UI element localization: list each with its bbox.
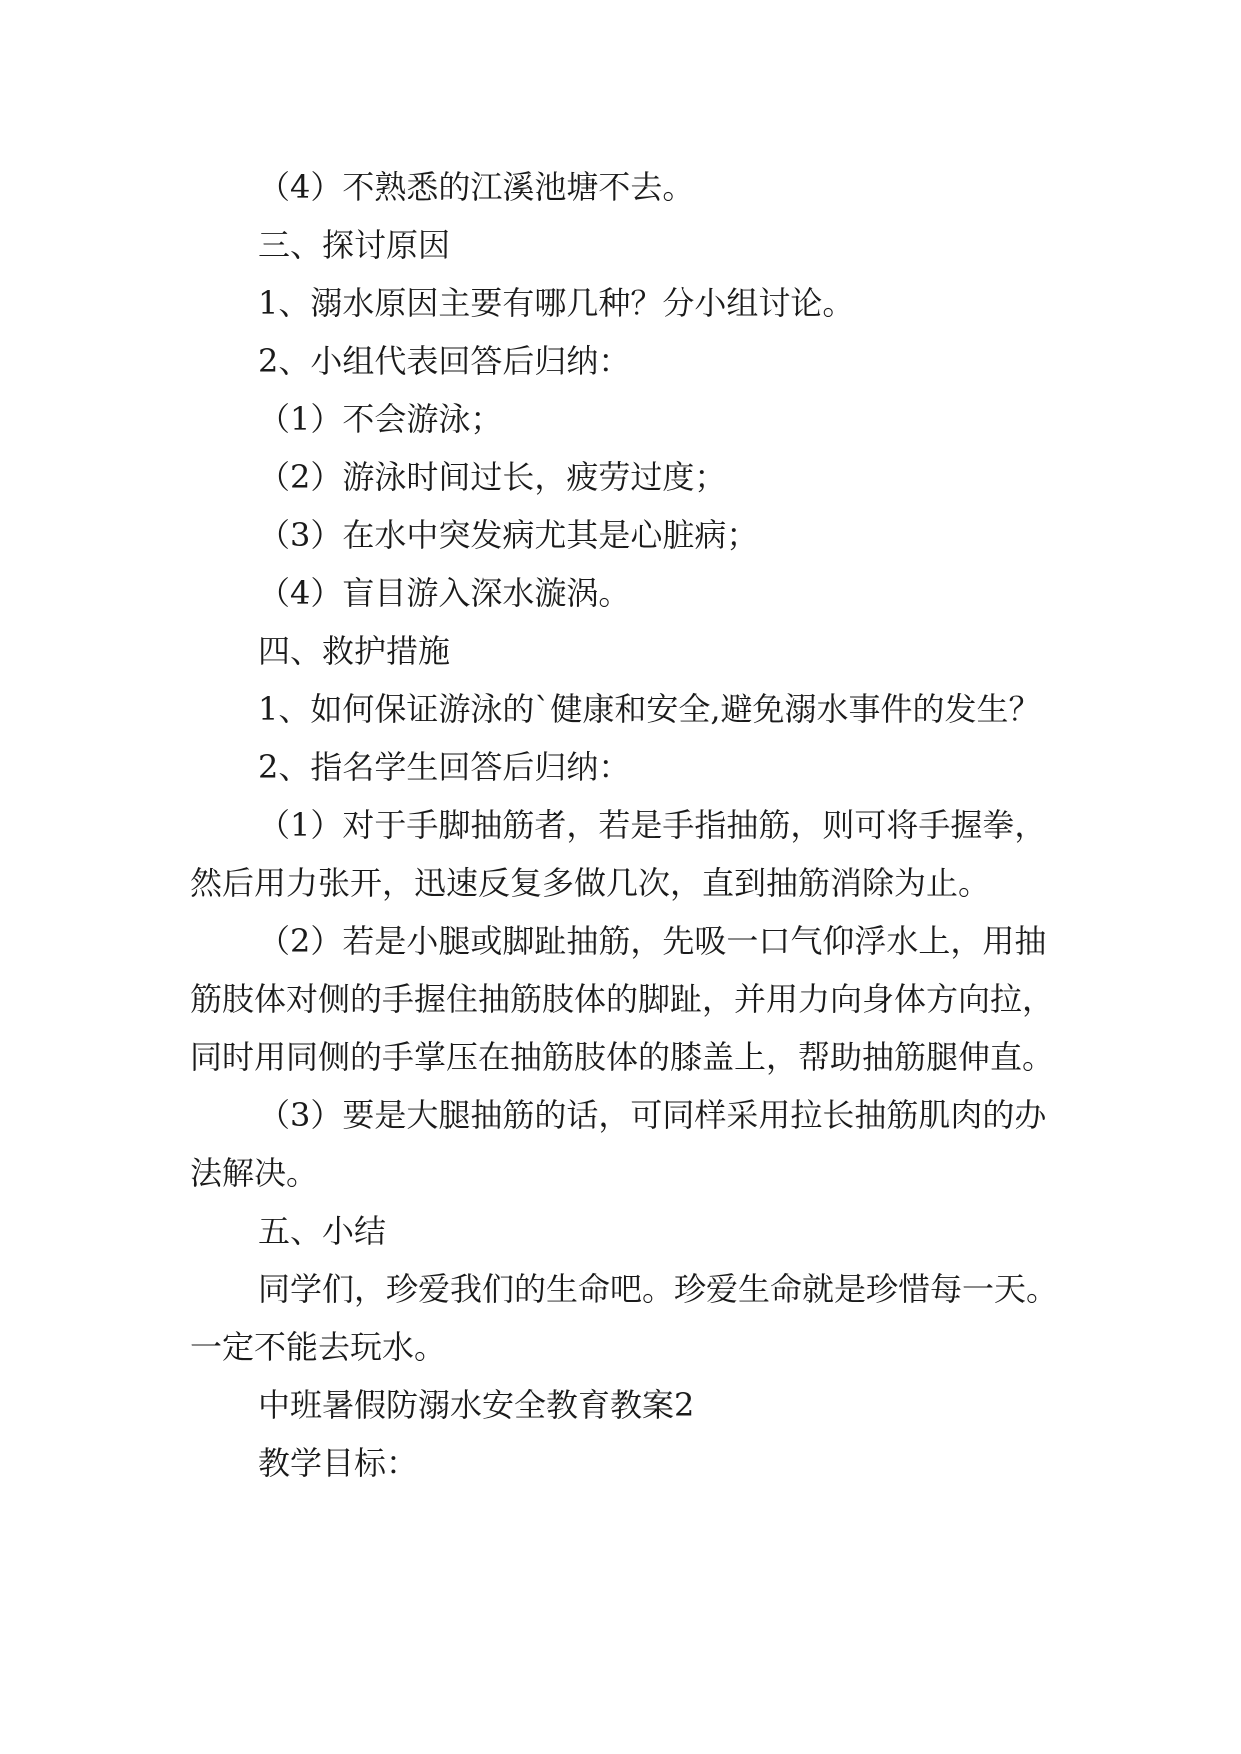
list-item: （2）游泳时间过长，疲劳过度； <box>258 458 727 496</box>
section-heading: 四、救护措施 <box>258 632 451 670</box>
section-heading: 教学目标： <box>258 1444 419 1482</box>
paragraph: （3）要是大腿抽筋的话，可同样采用拉长抽筋肌肉的办法解决。 <box>190 1096 1047 1192</box>
list-item: 1、如何保证游泳的`健康和安全,避免溺水事件的发生？ <box>258 690 1041 728</box>
list-item: （4）不熟悉的江溪池塘不去。 <box>258 168 695 206</box>
section-heading: 五、小结 <box>258 1212 387 1250</box>
paragraph: （2）若是小腿或脚趾抽筋，先吸一口气仰浮水上，用抽筋肢体对侧的手握住抽筋肢体的脚趾，并用力向身体方向拉，同时用同侧的手掌压在抽筋肢体的膝盖上，帮助抽筋腿伸直。 <box>190 922 1055 1076</box>
document-subtitle: 中班暑假防溺水安全教育教案2 <box>258 1386 695 1424</box>
paragraph: （1）对于手脚抽筋者，若是手指抽筋，则可将手握拳，然后用力张开，迅速反复多做几次，直到抽筋消除为止。 <box>190 806 1047 902</box>
list-item: 2、小组代表回答后归纳： <box>258 342 631 380</box>
list-item: （1）不会游泳； <box>258 400 503 438</box>
section-heading: 三、探讨原因 <box>258 226 451 264</box>
document-body <box>190 158 1070 1492</box>
paragraph: 同学们，珍爱我们的生命吧。珍爱生命就是珍惜每一天。一定不能去玩水。 <box>190 1270 1059 1366</box>
list-item: 1、溺水原因主要有哪几种？分小组讨论。 <box>258 284 855 322</box>
list-item: 2、指名学生回答后归纳： <box>258 748 631 786</box>
list-item: （3）在水中突发病尤其是心脏病； <box>258 516 759 554</box>
list-item: （4）盲目游入深水漩涡。 <box>258 574 631 612</box>
